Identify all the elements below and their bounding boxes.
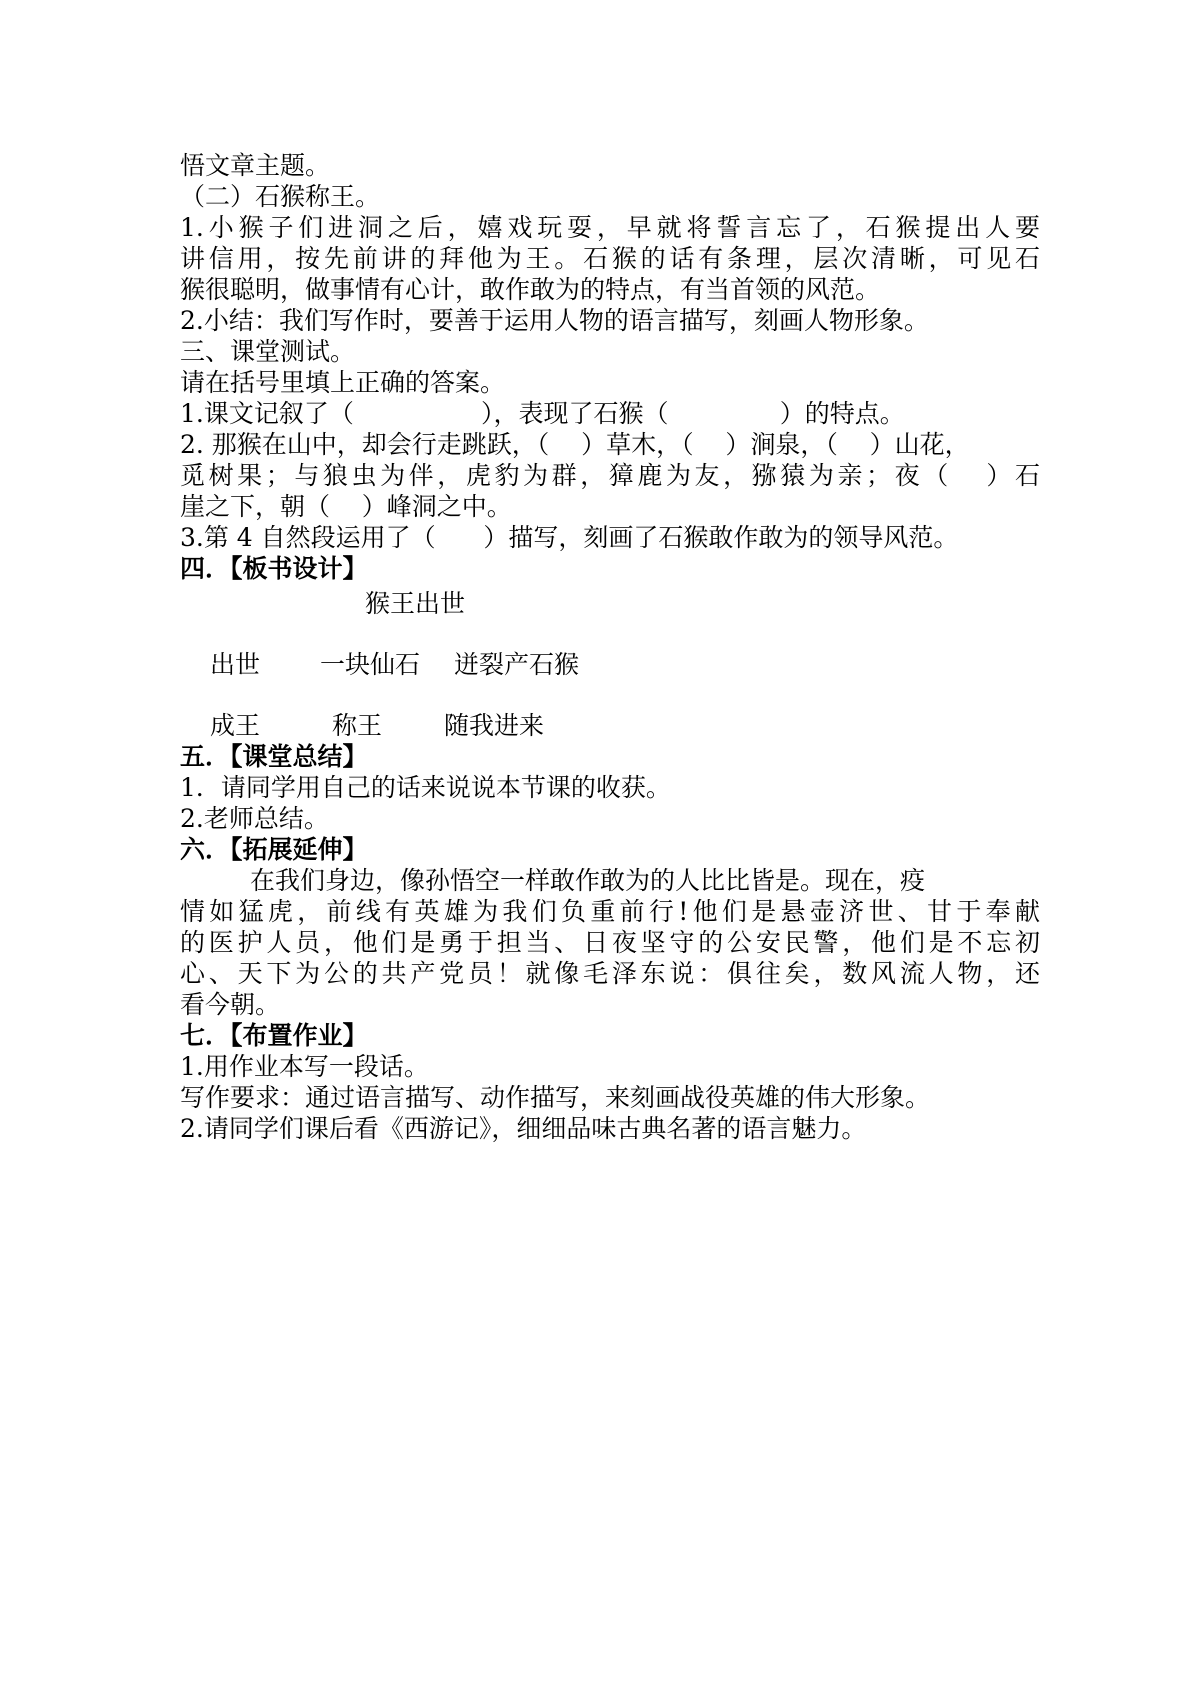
board-cell: 一块仙石 <box>320 650 421 679</box>
quiz-question-2-cont: 觅树果；与狼虫为伴，虎豹为群，獐鹿为友，猕猿为亲；夜（ ）石 <box>180 461 1040 490</box>
board-cell: 迸裂产石猴 <box>454 650 580 679</box>
text-line: 讲信用，按先前讲的拜他为王。石猴的话有条理，层次清晰，可见石 <box>180 244 1040 273</box>
board-cell: 随我进来 <box>444 711 545 740</box>
text-line: 1.小猴子们进洞之后，嬉戏玩耍，早就将誓言忘了，石猴提出人要 <box>180 213 1040 242</box>
section-heading-homework: 七．【布置作业】 <box>180 1021 368 1050</box>
text-line: 2.请同学们课后看《西游记》，细细品味古典名著的语言魅力。 <box>180 1114 867 1143</box>
text-line: 写作要求：通过语言描写、动作描写，来刻画战役英雄的伟大形象。 <box>180 1083 931 1112</box>
board-cell: 称王 <box>332 711 383 740</box>
text-line: 情如猛虎，前线有英雄为我们负重前行!他们是悬壶济世、甘于奉献 <box>180 897 1040 926</box>
section-heading-board: 四．【板书设计】 <box>180 554 368 583</box>
board-cell: 成王 <box>210 711 261 740</box>
text-line: 猴很聪明，做事情有心计，敢作敢为的特点，有当首领的风范。 <box>180 275 881 304</box>
section-heading-extension: 六．【拓展延伸】 <box>180 835 368 864</box>
board-title: 猴王出世 <box>365 589 466 618</box>
subsection-heading: （二）石猴称王。 <box>180 182 381 211</box>
text-line: 的医护人员，他们是勇于担当、日夜坚守的公安民警，他们是不忘初 <box>180 928 1040 957</box>
text-line: 在我们身边，像孙悟空一样敢作敢为的人比比皆是。现在，疫 <box>250 866 926 895</box>
quiz-question-2-cont: 崖之下，朝（ ）峰洞之中。 <box>180 492 512 521</box>
quiz-question-3: 3.第 4 自然段运用了（ ）描写，刻画了石猴敢作敢为的领导风范。 <box>180 523 959 552</box>
text-line: 心、天下为公的共产党员！就像毛泽东说：俱往矣，数风流人物，还 <box>180 959 1040 988</box>
quiz-question-2: 2. 那猴在山中，却会行走跳跃，（ ）草木，（ ）涧泉，（ ）山花， <box>180 430 970 459</box>
section-heading-summary: 五．【课堂总结】 <box>180 742 368 771</box>
quiz-question-1: 1.课文记叙了（ ），表现了石猴（ ）的特点。 <box>180 399 905 428</box>
text-line: 2.小结：我们写作时，要善于运用人物的语言描写，刻画人物形象。 <box>180 306 929 335</box>
document-page <box>180 150 1040 1144</box>
text-line: 1.用作业本写一段话。 <box>180 1052 429 1081</box>
board-row <box>180 710 1040 741</box>
section-heading: 三、课堂测试。 <box>180 337 356 366</box>
text-line: 1．请同学用自己的话来说说本节课的收获。 <box>180 773 671 802</box>
text-line: 看今朝。 <box>180 990 281 1019</box>
text-line: 2.老师总结。 <box>180 804 329 833</box>
text-line: 悟文章主题。 <box>180 151 331 180</box>
text-line: 请在括号里填上正确的答案。 <box>180 368 506 397</box>
board-cell: 出世 <box>210 650 261 679</box>
board-row <box>180 649 1040 680</box>
